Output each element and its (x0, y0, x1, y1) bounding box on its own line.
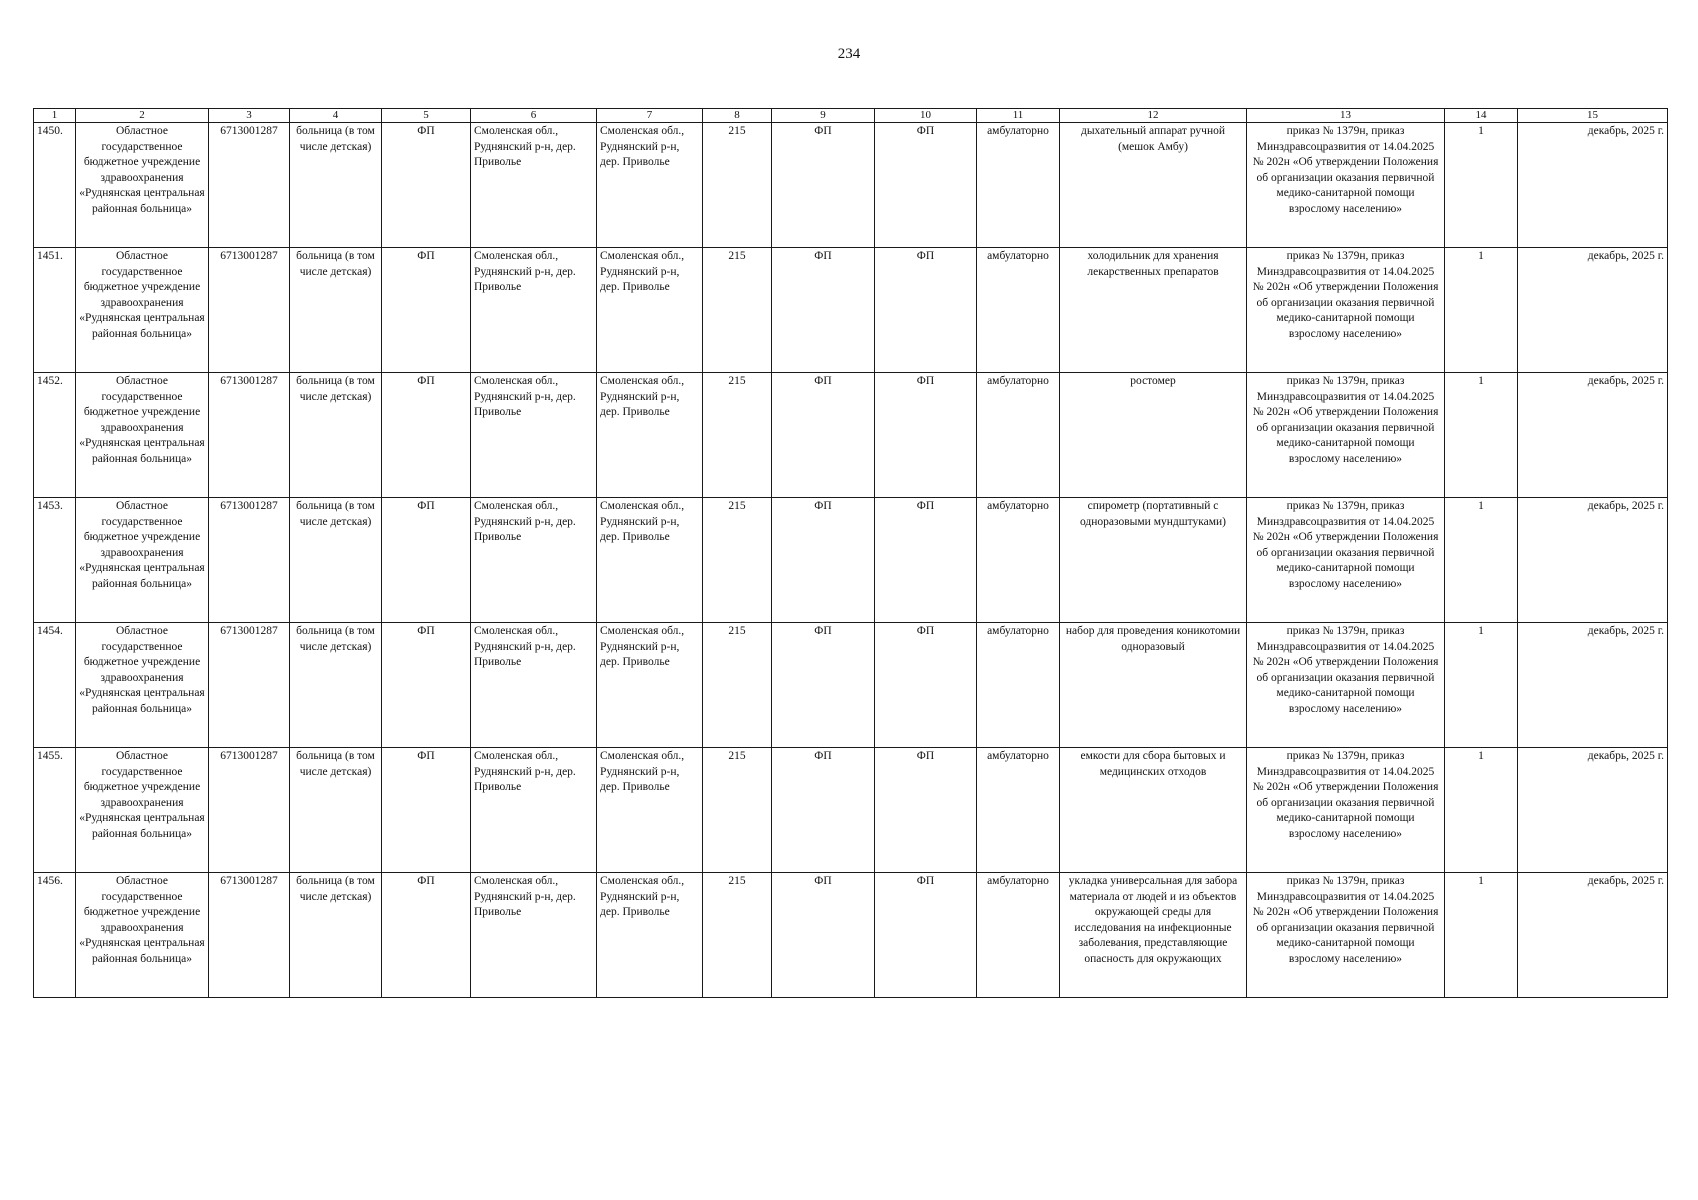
equipment-name-cell: емкости для сбора бытовых и медицинских отходов (1060, 748, 1247, 873)
facility-type-cell: больница (в том числе детская) (290, 873, 382, 998)
address-cell: Смоленская обл., Руднянский р-н, дер. Приволье (597, 248, 703, 373)
organization-cell: Областное государственное бюджетное учреждение здравоохранения «Руднянская центральная районная больница» (76, 373, 209, 498)
code-cell: 215 (703, 373, 772, 498)
column-header: 15 (1518, 109, 1668, 123)
column-header: 9 (772, 109, 875, 123)
order-reference-cell: приказ № 1379н, приказ Минздравсоцразвития от 14.04.2025 № 202н «Об утверждении Положения об организации оказания первичной медико-санитарной помощи взрослому населению» (1247, 623, 1445, 748)
care-condition-cell: амбулаторно (977, 748, 1060, 873)
unit-cell: ФП (382, 873, 471, 998)
organization-cell: Областное государственное бюджетное учреждение здравоохранения «Руднянская центральная районная больница» (76, 123, 209, 248)
facility-type-cell: больница (в том числе детская) (290, 748, 382, 873)
equipment-name-cell: дыхательный аппарат ручной (мешок Амбу) (1060, 123, 1247, 248)
unit-cell: ФП (382, 623, 471, 748)
table-row (34, 748, 1668, 873)
delivery-date-cell: декабрь, 2025 г. (1518, 373, 1668, 498)
unit-cell: ФП (382, 123, 471, 248)
equipment-name-cell: набор для проведения коникотомии одноразовый (1060, 623, 1247, 748)
unit-cell: ФП (875, 248, 977, 373)
inn-cell: 6713001287 (209, 123, 290, 248)
code-cell: 215 (703, 498, 772, 623)
order-reference-cell: приказ № 1379н, приказ Минздравсоцразвития от 14.04.2025 № 202н «Об утверждении Положения об организации оказания первичной медико-санитарной помощи взрослому населению» (1247, 373, 1445, 498)
row-number-cell: 1450. (34, 123, 76, 248)
address-cell: Смоленская обл., Руднянский р-н, дер. Приволье (597, 123, 703, 248)
quantity-cell: 1 (1445, 623, 1518, 748)
column-header: 13 (1247, 109, 1445, 123)
unit-cell: ФП (875, 623, 977, 748)
unit-cell: ФП (875, 748, 977, 873)
unit-cell: ФП (875, 373, 977, 498)
delivery-date-cell: декабрь, 2025 г. (1518, 623, 1668, 748)
column-header: 7 (597, 109, 703, 123)
inn-cell: 6713001287 (209, 498, 290, 623)
table-row (34, 123, 1668, 248)
address-cell: Смоленская обл., Руднянский р-н, дер. Приволье (471, 248, 597, 373)
delivery-date-cell: декабрь, 2025 г. (1518, 498, 1668, 623)
table-row (34, 373, 1668, 498)
order-reference-cell: приказ № 1379н, приказ Минздравсоцразвития от 14.04.2025 № 202н «Об утверждении Положения об организации оказания первичной медико-санитарной помощи взрослому населению» (1247, 123, 1445, 248)
column-header: 3 (209, 109, 290, 123)
address-cell: Смоленская обл., Руднянский р-н, дер. Приволье (471, 748, 597, 873)
delivery-date-cell: декабрь, 2025 г. (1518, 248, 1668, 373)
unit-cell: ФП (772, 248, 875, 373)
delivery-date-cell: декабрь, 2025 г. (1518, 748, 1668, 873)
row-number-cell: 1452. (34, 373, 76, 498)
address-cell: Смоленская обл., Руднянский р-н, дер. Приволье (471, 373, 597, 498)
address-cell: Смоленская обл., Руднянский р-н, дер. Приволье (471, 123, 597, 248)
facility-type-cell: больница (в том числе детская) (290, 373, 382, 498)
column-header: 11 (977, 109, 1060, 123)
page-number: 234 (837, 46, 861, 62)
address-cell: Смоленская обл., Руднянский р-н, дер. Приволье (471, 623, 597, 748)
order-reference-cell: приказ № 1379н, приказ Минздравсоцразвития от 14.04.2025 № 202н «Об утверждении Положения об организации оказания первичной медико-санитарной помощи взрослому населению» (1247, 748, 1445, 873)
delivery-date-cell: декабрь, 2025 г. (1518, 873, 1668, 998)
code-cell: 215 (703, 623, 772, 748)
unit-cell: ФП (772, 123, 875, 248)
order-reference-cell: приказ № 1379н, приказ Минздравсоцразвития от 14.04.2025 № 202н «Об утверждении Положения об организации оказания первичной медико-санитарной помощи взрослому населению» (1247, 498, 1445, 623)
column-header: 6 (471, 109, 597, 123)
unit-cell: ФП (772, 373, 875, 498)
quantity-cell: 1 (1445, 123, 1518, 248)
equipment-registry-table (33, 108, 1668, 998)
inn-cell: 6713001287 (209, 873, 290, 998)
inn-cell: 6713001287 (209, 248, 290, 373)
equipment-name-cell: ростомер (1060, 373, 1247, 498)
address-cell: Смоленская обл., Руднянский р-н, дер. Приволье (471, 873, 597, 998)
delivery-date-cell: декабрь, 2025 г. (1518, 123, 1668, 248)
unit-cell: ФП (772, 748, 875, 873)
facility-type-cell: больница (в том числе детская) (290, 248, 382, 373)
organization-cell: Областное государственное бюджетное учреждение здравоохранения «Руднянская центральная районная больница» (76, 623, 209, 748)
column-header: 1 (34, 109, 76, 123)
table-row (34, 873, 1668, 998)
row-number-cell: 1456. (34, 873, 76, 998)
column-header: 8 (703, 109, 772, 123)
column-header: 12 (1060, 109, 1247, 123)
unit-cell: ФП (382, 373, 471, 498)
order-reference-cell: приказ № 1379н, приказ Минздравсоцразвития от 14.04.2025 № 202н «Об утверждении Положения об организации оказания первичной медико-санитарной помощи взрослому населению» (1247, 873, 1445, 998)
table-row (34, 623, 1668, 748)
organization-cell: Областное государственное бюджетное учреждение здравоохранения «Руднянская центральная районная больница» (76, 248, 209, 373)
unit-cell: ФП (875, 873, 977, 998)
unit-cell: ФП (772, 873, 875, 998)
equipment-name-cell: холодильник для хранения лекарственных препаратов (1060, 248, 1247, 373)
facility-type-cell: больница (в том числе детская) (290, 123, 382, 248)
organization-cell: Областное государственное бюджетное учреждение здравоохранения «Руднянская центральная районная больница» (76, 873, 209, 998)
care-condition-cell: амбулаторно (977, 623, 1060, 748)
code-cell: 215 (703, 123, 772, 248)
column-header: 14 (1445, 109, 1518, 123)
unit-cell: ФП (382, 748, 471, 873)
facility-type-cell: больница (в том числе детская) (290, 623, 382, 748)
inn-cell: 6713001287 (209, 748, 290, 873)
unit-cell: ФП (875, 123, 977, 248)
care-condition-cell: амбулаторно (977, 498, 1060, 623)
unit-cell: ФП (382, 248, 471, 373)
row-number-cell: 1451. (34, 248, 76, 373)
table-row (34, 248, 1668, 373)
address-cell: Смоленская обл., Руднянский р-н, дер. Приволье (597, 373, 703, 498)
care-condition-cell: амбулаторно (977, 123, 1060, 248)
column-header: 10 (875, 109, 977, 123)
row-number-cell: 1453. (34, 498, 76, 623)
column-header: 2 (76, 109, 209, 123)
care-condition-cell: амбулаторно (977, 373, 1060, 498)
column-header: 5 (382, 109, 471, 123)
column-header: 4 (290, 109, 382, 123)
unit-cell: ФП (772, 498, 875, 623)
code-cell: 215 (703, 748, 772, 873)
equipment-name-cell: спирометр (портативный с одноразовыми мундштуками) (1060, 498, 1247, 623)
code-cell: 215 (703, 873, 772, 998)
quantity-cell: 1 (1445, 748, 1518, 873)
inn-cell: 6713001287 (209, 373, 290, 498)
care-condition-cell: амбулаторно (977, 873, 1060, 998)
quantity-cell: 1 (1445, 498, 1518, 623)
equipment-name-cell: укладка универсальная для забора материала от людей и из объектов окружающей среды для исследования на инфекционные заболевания, представляющие опасность для окружающих (1060, 873, 1247, 998)
row-number-cell: 1455. (34, 748, 76, 873)
facility-type-cell: больница (в том числе детская) (290, 498, 382, 623)
inn-cell: 6713001287 (209, 623, 290, 748)
quantity-cell: 1 (1445, 873, 1518, 998)
code-cell: 215 (703, 248, 772, 373)
quantity-cell: 1 (1445, 373, 1518, 498)
address-cell: Смоленская обл., Руднянский р-н, дер. Приволье (597, 623, 703, 748)
unit-cell: ФП (875, 498, 977, 623)
address-cell: Смоленская обл., Руднянский р-н, дер. Приволье (597, 748, 703, 873)
address-cell: Смоленская обл., Руднянский р-н, дер. Приволье (597, 873, 703, 998)
row-number-cell: 1454. (34, 623, 76, 748)
table-row (34, 498, 1668, 623)
table-body (34, 123, 1668, 998)
address-cell: Смоленская обл., Руднянский р-н, дер. Приволье (597, 498, 703, 623)
organization-cell: Областное государственное бюджетное учреждение здравоохранения «Руднянская центральная районная больница» (76, 748, 209, 873)
column-number-header-row (34, 109, 1668, 123)
address-cell: Смоленская обл., Руднянский р-н, дер. Приволье (471, 498, 597, 623)
order-reference-cell: приказ № 1379н, приказ Минздравсоцразвития от 14.04.2025 № 202н «Об утверждении Положения об организации оказания первичной медико-санитарной помощи взрослому населению» (1247, 248, 1445, 373)
care-condition-cell: амбулаторно (977, 248, 1060, 373)
unit-cell: ФП (772, 623, 875, 748)
unit-cell: ФП (382, 498, 471, 623)
quantity-cell: 1 (1445, 248, 1518, 373)
organization-cell: Областное государственное бюджетное учреждение здравоохранения «Руднянская центральная районная больница» (76, 498, 209, 623)
